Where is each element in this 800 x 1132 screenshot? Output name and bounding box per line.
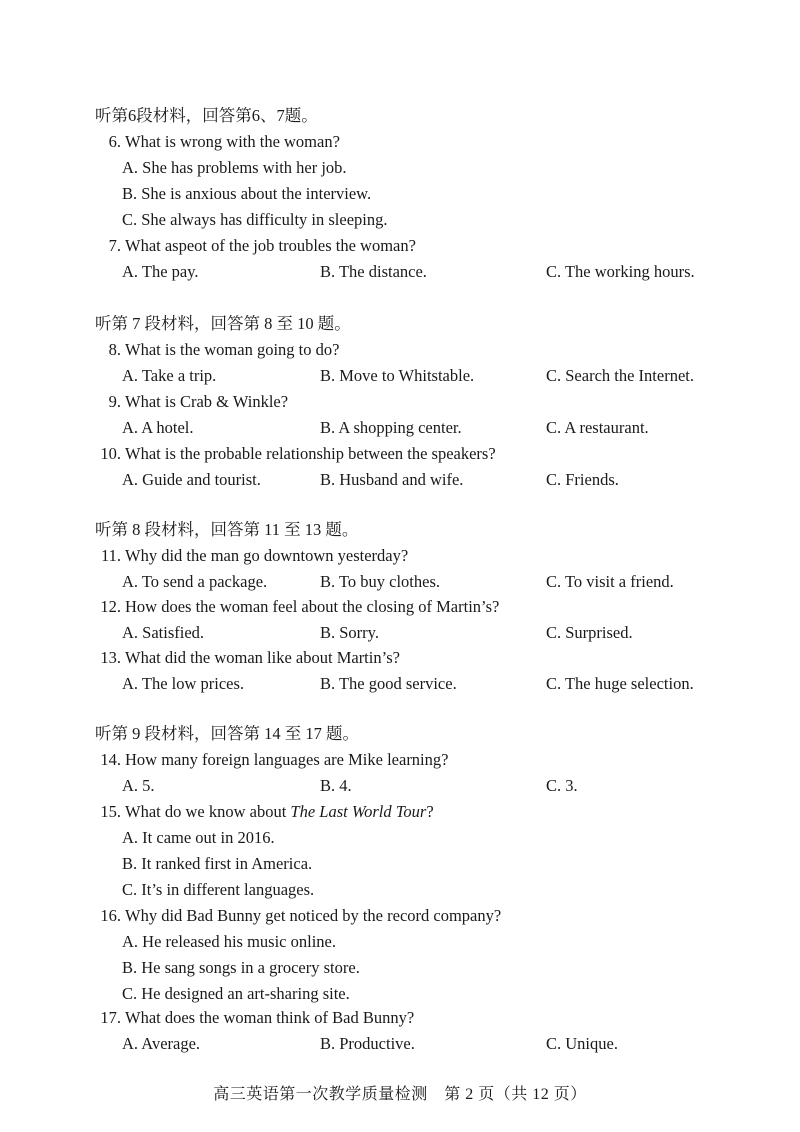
options-row xyxy=(0,418,800,438)
options-row xyxy=(0,366,800,386)
option-b: B. Sorry. xyxy=(320,623,379,642)
question xyxy=(95,546,408,566)
option-c: C. 3. xyxy=(546,776,578,795)
option: B. He sang songs in a grocery store. xyxy=(122,958,360,977)
question-text: How does the woman feel about the closing of Martin’s? xyxy=(125,597,500,616)
question-number: 14. xyxy=(100,750,121,769)
album-title: The Last World Tour xyxy=(290,802,427,821)
option: C. He designed an art-sharing site. xyxy=(122,984,350,1003)
options-row xyxy=(0,623,800,643)
question-number: 7. xyxy=(108,236,121,255)
question xyxy=(95,132,340,152)
option-b: B. To buy clothes. xyxy=(320,572,440,591)
question-number: 6. xyxy=(108,132,121,151)
question xyxy=(95,340,339,360)
question xyxy=(95,1008,414,1028)
option-c: C. Surprised. xyxy=(546,623,633,642)
option-c: C. A restaurant. xyxy=(546,418,649,437)
option-b: B. The distance. xyxy=(320,262,427,281)
question xyxy=(95,648,400,668)
option-c: C. Friends. xyxy=(546,470,619,489)
question xyxy=(95,444,496,464)
question-number: 9. xyxy=(108,392,121,411)
options-row xyxy=(0,572,800,592)
option: C. She always has difficulty in sleeping. xyxy=(122,210,388,229)
question xyxy=(95,392,288,412)
section-header: 听第 9 段材料，回答第 14 至 17 题。 xyxy=(95,724,359,743)
question-text: What does the woman think of Bad Bunny? xyxy=(125,1008,415,1027)
option: A. She has problems with her job. xyxy=(122,158,347,177)
question-text: How many foreign languages are Mike learning? xyxy=(125,750,449,769)
option-a: A. Take a trip. xyxy=(122,366,217,385)
options-row xyxy=(0,776,800,796)
question-text: What is Crab & Winkle? xyxy=(125,392,289,411)
question xyxy=(95,236,416,256)
option-a: A. A hotel. xyxy=(122,418,194,437)
option-b: B. Move to Whitstable. xyxy=(320,366,475,385)
option-a: A. 5. xyxy=(122,776,155,795)
question-number: 11. xyxy=(100,546,121,565)
question-text: Why did Bad Bunny get noticed by the record company? xyxy=(125,906,502,925)
question-number: 17. xyxy=(100,1008,121,1027)
option-b: B. Husband and wife. xyxy=(320,470,464,489)
page-footer: 高三英语第一次教学质量检测 第 2 页（共 12 页） xyxy=(213,1086,587,1103)
section-header: 听第 8 段材料，回答第 11 至 13 题。 xyxy=(95,520,359,539)
question-text: What is the probable relationship between the speakers? xyxy=(125,444,496,463)
question xyxy=(95,750,448,770)
option-c: C. To visit a friend. xyxy=(546,572,674,591)
options-row xyxy=(0,674,800,694)
option: A. He released his music online. xyxy=(122,932,336,951)
option-b: B. A shopping center. xyxy=(320,418,462,437)
question-number: 15. xyxy=(100,802,121,821)
option-a: A. To send a package. xyxy=(122,572,268,591)
question xyxy=(95,906,501,926)
question-text: Why did the man go downtown yesterday? xyxy=(125,546,409,565)
option-c: C. The huge selection. xyxy=(546,674,694,693)
question-number: 8. xyxy=(108,340,121,359)
option-a: A. Guide and tourist. xyxy=(122,470,261,489)
question-number: 10. xyxy=(100,444,121,463)
option: B. She is anxious about the interview. xyxy=(122,184,372,203)
question xyxy=(95,597,499,617)
option-a: A. Average. xyxy=(122,1034,201,1053)
question-text: What is wrong with the woman? xyxy=(125,132,340,151)
option-c: C. The working hours. xyxy=(546,262,695,281)
question-text-post: ? xyxy=(426,802,434,821)
options-row xyxy=(0,470,800,490)
option: B. It ranked first in America. xyxy=(122,854,313,873)
question-text: What did the woman like about Martin’s? xyxy=(125,648,400,667)
options-row xyxy=(0,262,800,282)
section-header: 听第 7 段材料，回答第 8 至 10 题。 xyxy=(95,314,351,333)
option-c: C. Unique. xyxy=(546,1034,618,1053)
question-number: 12. xyxy=(100,597,121,616)
option-c: C. Search the Internet. xyxy=(546,366,694,385)
option-b: B. Productive. xyxy=(320,1034,415,1053)
question-text: What aspeot of the job troubles the woman? xyxy=(125,236,416,255)
option-a: A. The pay. xyxy=(122,262,199,281)
question-text-pre: What do we know about xyxy=(125,802,291,821)
option-a: A. Satisfied. xyxy=(122,623,205,642)
question-number: 16. xyxy=(100,906,121,925)
question xyxy=(95,802,434,822)
question-text: What is the woman going to do? xyxy=(125,340,340,359)
question-number: 13. xyxy=(100,648,121,667)
section-header: 听第6段材料，回答第6、7题。 xyxy=(95,106,318,125)
option: C. It’s in different languages. xyxy=(122,880,315,899)
option-b: B. 4. xyxy=(320,776,352,795)
option-a: A. The low prices. xyxy=(122,674,245,693)
option: A. It came out in 2016. xyxy=(122,828,275,847)
option-b: B. The good service. xyxy=(320,674,457,693)
options-row xyxy=(0,1034,800,1054)
